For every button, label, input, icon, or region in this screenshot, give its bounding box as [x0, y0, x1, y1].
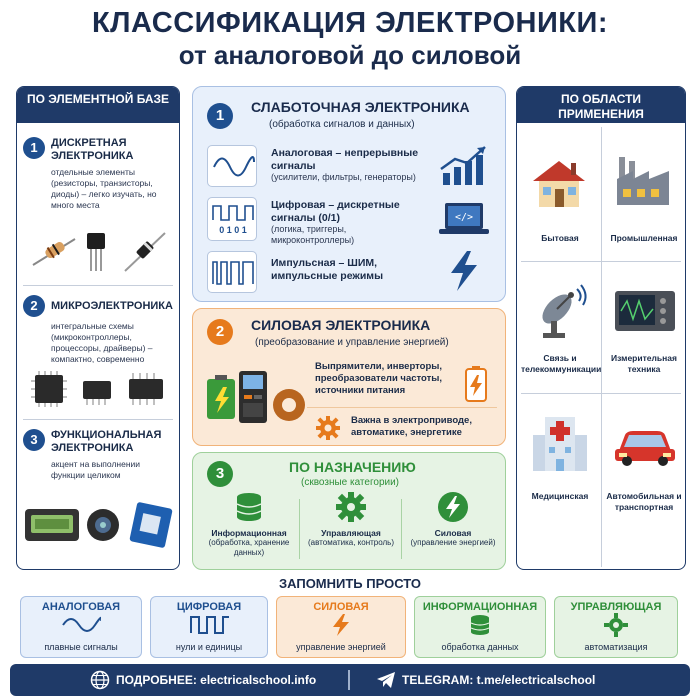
purpose-info-sub: (обработка, хранение данных)	[208, 538, 290, 557]
discrete-section	[23, 137, 175, 211]
discrete-components-icon	[25, 227, 173, 277]
gear-icon	[604, 613, 628, 637]
telegram-icon	[376, 671, 396, 689]
factory-icon	[613, 153, 675, 209]
digital-bits: 0 1 0 1	[219, 225, 247, 235]
micro-title: МИКРОЭЛЕКТРОНИКА	[51, 299, 173, 312]
purpose-control	[303, 491, 399, 548]
card-control-sub: автоматизация	[584, 642, 648, 652]
card-digital-title: ЦИФРОВАЯ	[176, 601, 242, 613]
purpose-title: ПО НАЗНАЧЕНИЮ	[289, 459, 416, 475]
application-title: ПО ОБЛАСТИ ПРИМЕНЕНИЯ	[517, 87, 685, 123]
globe-icon	[90, 670, 110, 690]
digital-pulse-icon	[189, 613, 229, 637]
sine-wave-icon	[207, 145, 257, 187]
micro-text: интегральные схемы (микроконтроллеры, процессоры, драйверы) – компактно, современно	[51, 321, 153, 364]
card-control-title: УПРАВЛЯЮЩАЯ	[570, 601, 662, 613]
telegram-info	[402, 673, 595, 687]
page-title: КЛАССИФИКАЦИЯ ЭЛЕКТРОНИКИ:	[91, 7, 609, 39]
gear-icon	[315, 415, 341, 441]
power-subtitle: (преобразование и управление энергией)	[255, 337, 449, 348]
car-icon	[611, 423, 679, 467]
card-analog-sub: плавные сигналы	[44, 642, 118, 652]
card-digital	[150, 596, 268, 658]
chips-icon	[27, 369, 173, 409]
card-control	[554, 596, 678, 658]
card-power	[276, 596, 406, 658]
card-power-sub: управление энергией	[296, 642, 386, 652]
laptop-code-icon	[437, 199, 491, 241]
card-analog	[20, 596, 142, 658]
low-current-panel	[192, 86, 506, 302]
number-badge: 2	[23, 295, 45, 317]
footer	[10, 664, 690, 696]
element-base-panel	[16, 86, 180, 570]
number-badge: 3	[207, 461, 233, 487]
functional-text: акцент на выполнении функции целиком	[51, 459, 141, 480]
header	[0, 6, 700, 70]
lightning-icon	[445, 249, 485, 293]
more-label: ПОДРОБНЕЕ:	[116, 673, 197, 687]
remember-title: ЗАПОМНИТЬ ПРОСТО	[278, 576, 422, 591]
discrete-text: отдельные элементы (резисторы, транзисторы, диоды) – легко изучать, но много места	[51, 167, 157, 210]
database-icon	[233, 491, 265, 523]
page-subtitle: от аналоговой до силовой	[178, 40, 522, 70]
micro-section	[23, 295, 175, 365]
functional-section	[23, 429, 175, 481]
svg-text:</>: </>	[454, 212, 474, 223]
more-info	[116, 673, 316, 687]
purpose-power	[405, 491, 501, 548]
card-info-title: ИНФОРМАЦИОННАЯ	[422, 601, 538, 613]
number-badge: 2	[207, 319, 233, 345]
application-panel	[516, 86, 686, 570]
telegram-link[interactable]: t.me/electricalschool	[476, 673, 596, 687]
digital-sub: (логика, триггеры, микроконтроллеры)	[271, 224, 355, 245]
card-digital-sub: нули и единицы	[175, 642, 243, 652]
number-badge: 1	[23, 137, 45, 159]
low-current-subtitle: (обработка сигналов и данных)	[269, 119, 415, 130]
sine-wave-icon	[61, 613, 101, 637]
purpose-power-sub: (управление энергией)	[410, 538, 496, 547]
digital-pulse-icon	[207, 197, 257, 241]
discrete-title: ДИСКРЕТНАЯ ЭЛЕКТРОНИКА	[51, 137, 134, 162]
purpose-panel	[192, 452, 506, 570]
lightning-circle-icon	[437, 491, 469, 523]
purpose-control-title: Управляющая	[321, 528, 381, 538]
database-icon	[469, 613, 491, 637]
purpose-power-title: Силовая	[434, 528, 472, 538]
power-panel	[192, 308, 506, 446]
purpose-info-title: Информационная	[211, 528, 287, 538]
card-power-title: СИЛОВАЯ	[313, 601, 369, 613]
card-info-sub: обработка данных	[441, 642, 519, 652]
analog-sub: (усилители, фильтры, генераторы)	[271, 172, 416, 182]
number-badge: 1	[207, 103, 233, 129]
low-current-title: СЛАБОТОЧНАЯ ЭЛЕКТРОНИКА	[251, 99, 470, 115]
purpose-control-sub: (автоматика, контроль)	[307, 538, 395, 547]
hospital-icon	[529, 413, 591, 473]
gear-icon	[335, 491, 367, 523]
power-use-text: Важна в электроприводе, автоматике, энергетике	[351, 415, 472, 438]
number-badge: 3	[23, 429, 45, 451]
power-devices-icon	[203, 367, 307, 431]
measurement-label: Измерительная техника	[611, 353, 677, 374]
telecom-label: Связь и телекоммуникации	[521, 353, 602, 374]
automotive-label: Автомобильная и транспортная	[606, 491, 682, 512]
analog-title: Аналоговая – непрерывные сигналы	[271, 147, 419, 172]
battery-icon	[461, 365, 491, 405]
more-link[interactable]: electricalschool.info	[200, 673, 317, 687]
satellite-dish-icon	[531, 283, 591, 341]
card-information	[414, 596, 546, 658]
functional-modules-icon	[23, 501, 175, 551]
purpose-subtitle: (сквозные категории)	[301, 477, 400, 488]
pwm-icon	[207, 251, 257, 293]
functional-title: ФУНКЦИОНАЛЬНАЯ ЭЛЕКТРОНИКА	[51, 429, 162, 454]
oscilloscope-icon	[613, 289, 677, 333]
element-base-title: ПО ЭЛЕМЕНТНОЙ БАЗЕ	[17, 87, 179, 123]
industrial-label: Промышленная	[610, 233, 678, 243]
household-label: Бытовая	[541, 233, 579, 243]
house-icon	[529, 157, 589, 209]
chart-growth-icon	[437, 145, 491, 187]
digital-title: Цифровая – дискретные сигналы (0/1)	[271, 199, 400, 224]
medical-label: Медицинская	[531, 491, 589, 501]
pulse-title: Импульсная – ШИМ, импульсные режимы	[271, 257, 384, 282]
power-title: СИЛОВАЯ ЭЛЕКТРОНИКА	[251, 317, 431, 333]
card-analog-title: АНАЛОГОВАЯ	[41, 601, 121, 613]
purpose-information	[201, 491, 297, 558]
telegram-label: TELEGRAM:	[402, 673, 474, 687]
power-devices-text: Выпрямители, инверторы, преобразователи частоты, источники питания	[315, 361, 443, 396]
lightning-icon	[329, 613, 353, 637]
